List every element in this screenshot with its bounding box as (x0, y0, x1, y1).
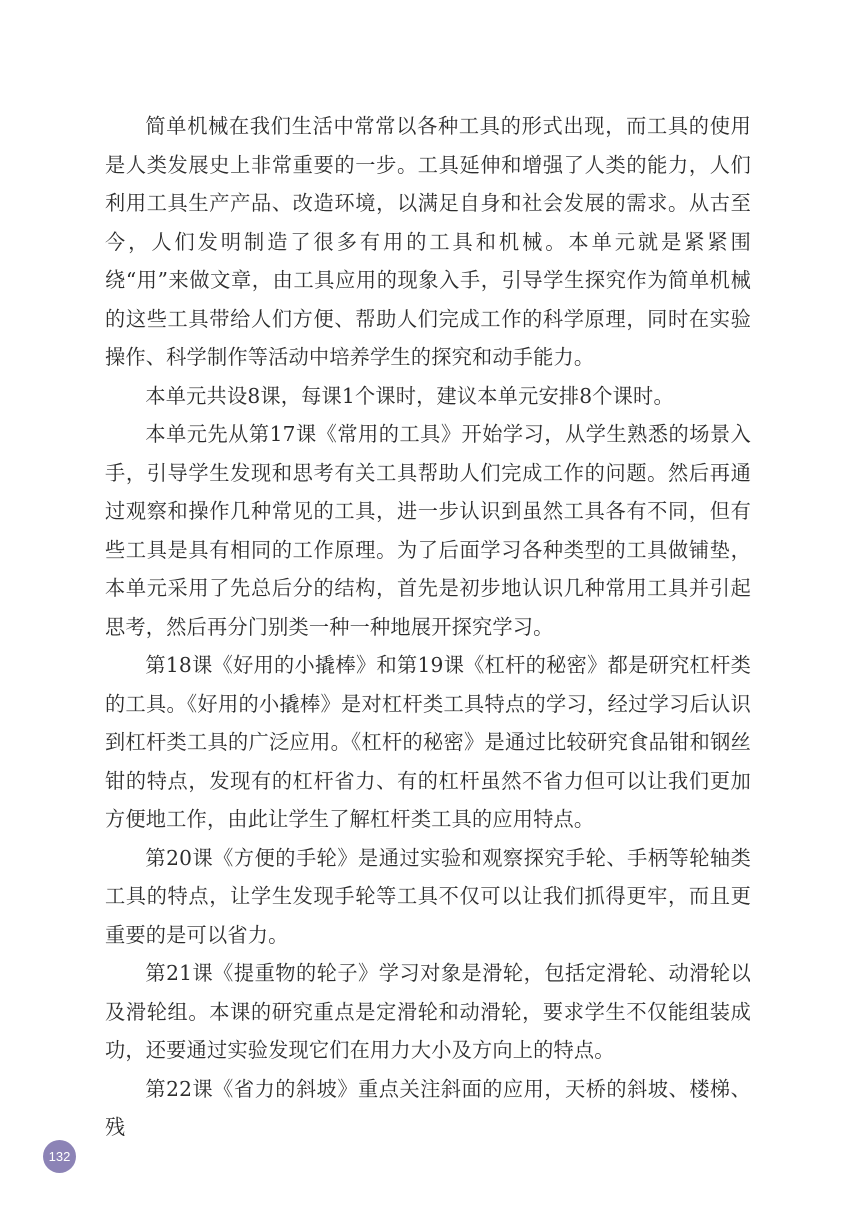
paragraph-lessons-18-19: 第18课《好用的小撬棒》和第19课《杠杆的秘密》都是研究杠杆类的工具。《好用的小撬棒》是对杠杆类工具特点的学习，经过学习后认识到杠杆类工具的广泛应用。《杠杆的秘密》是通过比较研究食品钳和钢丝钳的特点，发现有的杠杆省力、有的杠杆虽然不省力但可以让我们更加方便地工作，由此让学生了解杠杆类工具的应用特点。 (105, 653, 751, 831)
paragraph-intro: 简单机械在我们生活中常常以各种工具的形式出现，而工具的使用是人类发展史上非常重要的一步。工具延伸和增强了人类的能力，人们利用工具生产产品、改造环境，以满足自身和社会发展的需求。从古至今，人们发明制造了很多有用的工具和机械。本单元就是紧紧围绕“用”来做文章，由工具应用的现象入手，引导学生探究作为简单机械的这些工具带给人们方便、帮助人们完成工作的科学原理，同时在实验操作、科学制作等活动中培养学生的探究和动手能力。 (105, 114, 751, 369)
paragraph-lesson-17: 本单元先从第17课《常用的工具》开始学习，从学生熟悉的场景入手，引导学生发现和思考有关工具帮助人们完成工作的问题。然后再通过观察和操作几种常见的工具，进一步认识到虽然工具各有不同，但有些工具是具有相同的工作原理。为了后面学习各种类型的工具做铺垫，本单元采用了先总后分的结构，首先是初步地认识几种常用工具并引起思考，然后再分门别类一种一种地展开探究学习。 (105, 422, 751, 639)
paragraph-lesson-21: 第21课《提重物的轮子》学习对象是滑轮，包括定滑轮、动滑轮以及滑轮组。本课的研究重点是定滑轮和动滑轮，要求学生不仅能组装成功，还要通过实验发现它们在用力大小及方向上的特点。 (105, 961, 751, 1062)
paragraph-lesson-count: 本单元共设8课，每课1个课时，建议本单元安排8个课时。 (145, 383, 674, 408)
page-number-badge: 132 (43, 1140, 76, 1173)
page-body (105, 107, 751, 1147)
paragraph-lesson-20: 第20课《方便的手轮》是通过实验和观察探究手轮、手柄等轮轴类工具的特点，让学生发现手轮等工具不仅可以让我们抓得更牢，而且更重要的是可以省力。 (105, 845, 751, 947)
paragraph-lesson-22: 第22课《省力的斜坡》重点关注斜面的应用，天桥的斜坡、楼梯、残 (105, 1076, 751, 1139)
